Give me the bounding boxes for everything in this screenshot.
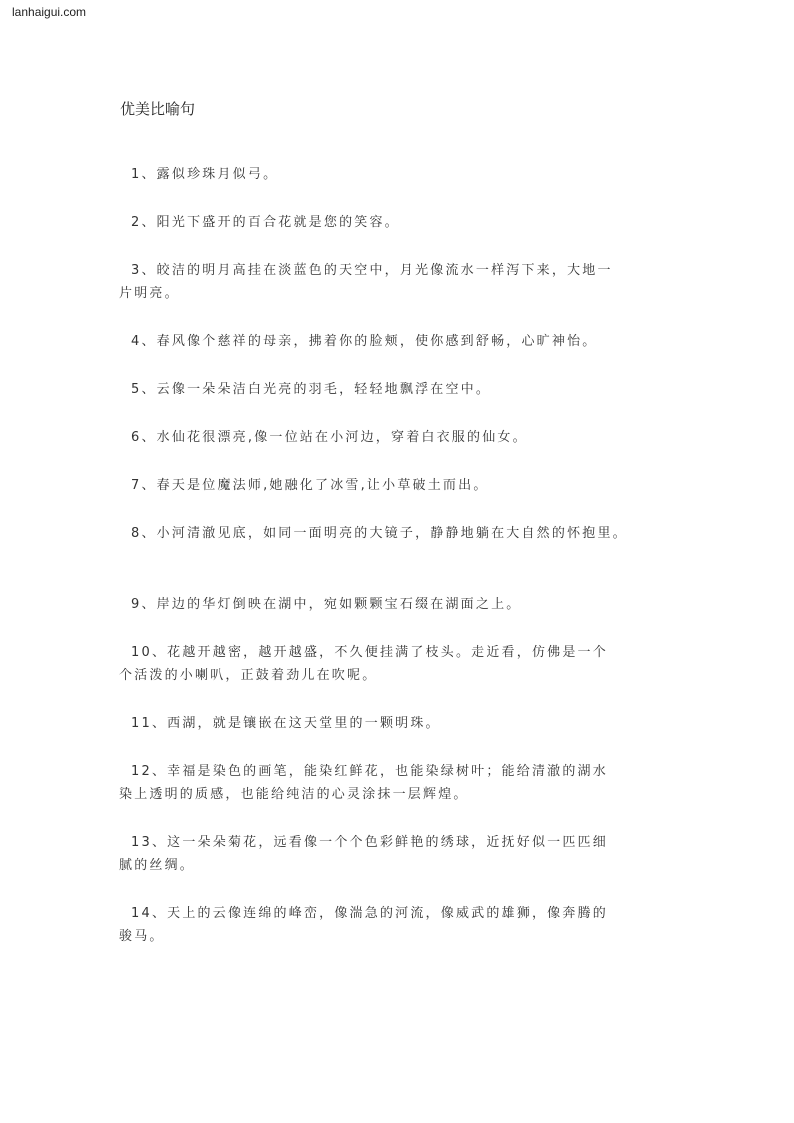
entry-text: 5、云像一朵朵洁白光亮的羽毛，轻轻地飘浮在空中。 [131,382,492,397]
entry-text: 11、西湖，就是镶嵌在这天堂里的一颗明珠。 [131,716,441,731]
list-item [119,831,676,877]
list-item [119,902,676,948]
list-item [131,426,676,449]
entry-text: 7、春天是位魔法师,她融化了冰雪,让小草破土而出。 [131,478,489,493]
entry-text: 9、岸边的华灯倒映在湖中，宛如颗颗宝石缀在湖面之上。 [131,597,522,612]
entry-text: 4、春风像个慈祥的母亲，拂着你的脸颊，使你感到舒畅，心旷神怡。 [131,334,598,349]
list-item [131,211,676,234]
list-item [131,330,676,353]
list-item [131,474,676,497]
entry-text: 12、幸福是染色的画笔，能染红鲜花，也能染绿树叶；能给清澈的湖水 [131,764,608,779]
list-item [131,593,676,616]
list-item [131,163,676,186]
entry-text: 2、阳光下盛开的百合花就是您的笑容。 [131,215,400,230]
entry-text-continued: 个活泼的小喇叭，正鼓着劲儿在吹呢。 [119,668,378,683]
page-title: 优美比喻句 [120,100,196,118]
list-item [119,641,676,687]
entry-text: 10、花越开越密，越开越盛，不久便挂满了枝头。走近看，仿佛是一个 [131,645,608,660]
entry-text-continued: 腻的丝绸。 [119,858,196,873]
entry-text: 3、皎洁的明月高挂在淡蓝色的天空中，月光像流水一样泻下来，大地一 [131,263,613,278]
list-item [119,760,676,806]
list-item [119,259,676,305]
list-item [131,712,676,735]
entry-text-continued: 片明亮。 [119,286,180,301]
entry-text: 14、天上的云像连绵的峰峦，像湍急的河流，像威武的雄狮，像奔腾的 [131,906,608,921]
entry-text-continued: 染上透明的质感，也能给纯洁的心灵涂抹一层辉煌。 [119,787,469,802]
entry-text: 1、露似珍珠月似弓。 [131,167,279,182]
entry-text: 6、水仙花很漂亮,像一位站在小河边，穿着白衣服的仙女。 [131,430,528,445]
entry-text: 8、小河清澈见底，如同一面明亮的大镜子，静静地躺在大自然的怀抱里。 [131,526,628,541]
entry-text-continued: 骏马。 [119,929,165,944]
site-domain-label: lanhaigui.com [12,5,87,19]
list-item [131,522,676,545]
entry-text: 13、这一朵朵菊花，远看像一个个色彩鲜艳的绣球，近抚好似一匹匹细 [131,835,608,850]
list-item [131,378,676,401]
simile-list [119,163,676,948]
